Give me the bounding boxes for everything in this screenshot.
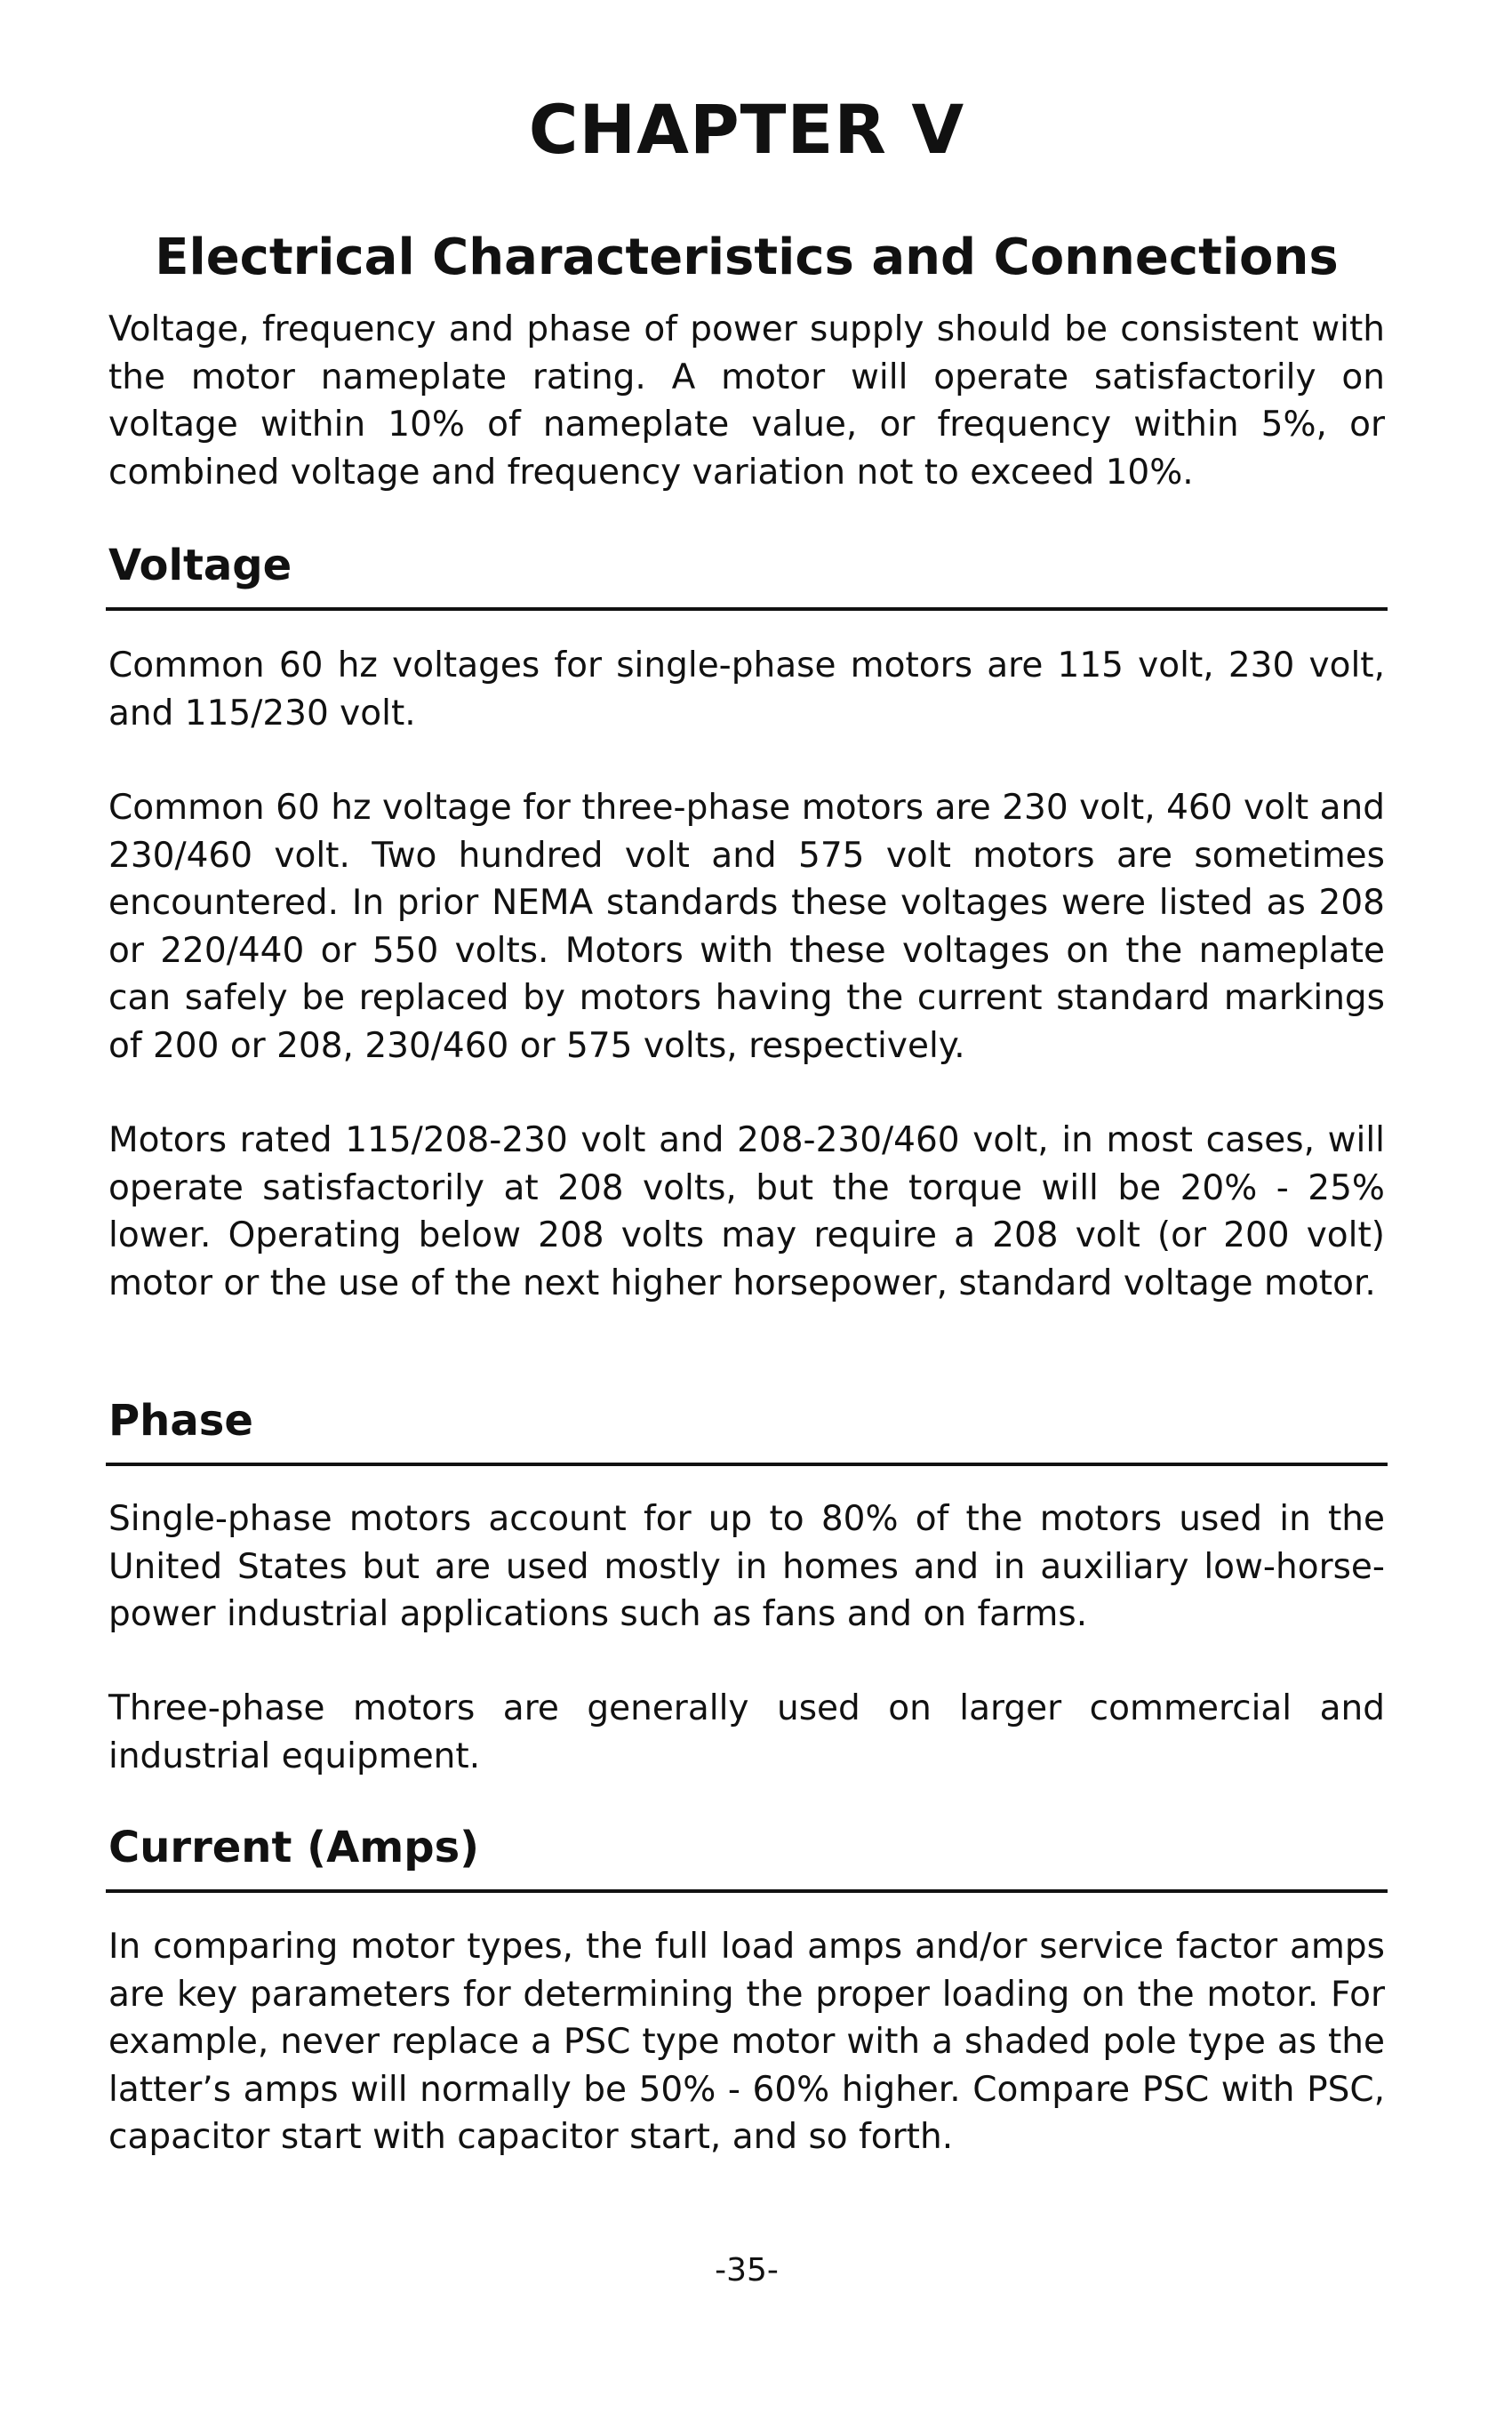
voltage-paragraph-1: Common 60 hz voltages for single-phase motors are 115 volt, 230 volt, and 115/230 volt.	[108, 645, 1385, 734]
voltage-paragraph-2: Common 60 hz voltage for three-phase motors are 230 volt, 460 volt and 230/460 volt. Two hundred volt and 575 volt motors are sometimes encountered. In prior NEMA standards these voltages were listed as 208 or 220/440 or 550 volts. Motors with these voltages on the nameplate can safely be replaced by motors having the current standard markings of 200 or 208, 230/460 or 575 volts, respectively.	[108, 788, 1385, 1066]
phase-heading: Phase	[108, 1396, 253, 1446]
phase-paragraph-1: Single-phase motors account for up to 80% of the motors used in the United States but are used mostly in homes and in auxiliary low-horse-power industrial applications such as fans and on farms.	[108, 1499, 1385, 1635]
voltage-divider	[106, 607, 1388, 611]
intro-paragraph: Voltage, frequency and phase of power supply should be consistent with the motor nameplate rating. A motor will operate satisfactorily on voltage within 10% of nameplate value, or frequency within 5%, or combined voltage and frequency variation not to exceed 10%.	[108, 309, 1385, 493]
voltage-heading: Voltage	[108, 541, 292, 590]
phase-paragraph-2: Three-phase motors are generally used on larger commercial and industrial equipment.	[108, 1688, 1385, 1776]
section-title: Electrical Characteristics and Connections	[155, 228, 1339, 286]
page-number: -35-	[715, 2252, 779, 2289]
phase-divider	[106, 1463, 1388, 1466]
current-heading: Current (Amps)	[108, 1823, 480, 1872]
voltage-paragraph-3: Motors rated 115/208-230 volt and 208-230/460 volt, in most cases, will operate satisfactorily at 208 volts, but the torque will be 20% - 25% lower. Operating below 208 volts may require a 208 volt (or 200 volt) motor or the use of the next higher horsepower, standard voltage motor.	[108, 1120, 1385, 1303]
current-paragraph-1: In comparing motor types, the full load amps and/or service factor amps are key parameters for determining the proper loading on the motor. For example, never replace a PSC type motor with a shaded pole type as the latter’s amps will normally be 50% - 60% higher. Compare PSC with PSC, capacitor start with capacitor start, and so forth.	[108, 1927, 1385, 2158]
chapter-title: CHAPTER V	[528, 90, 965, 169]
current-divider	[106, 1889, 1388, 1893]
